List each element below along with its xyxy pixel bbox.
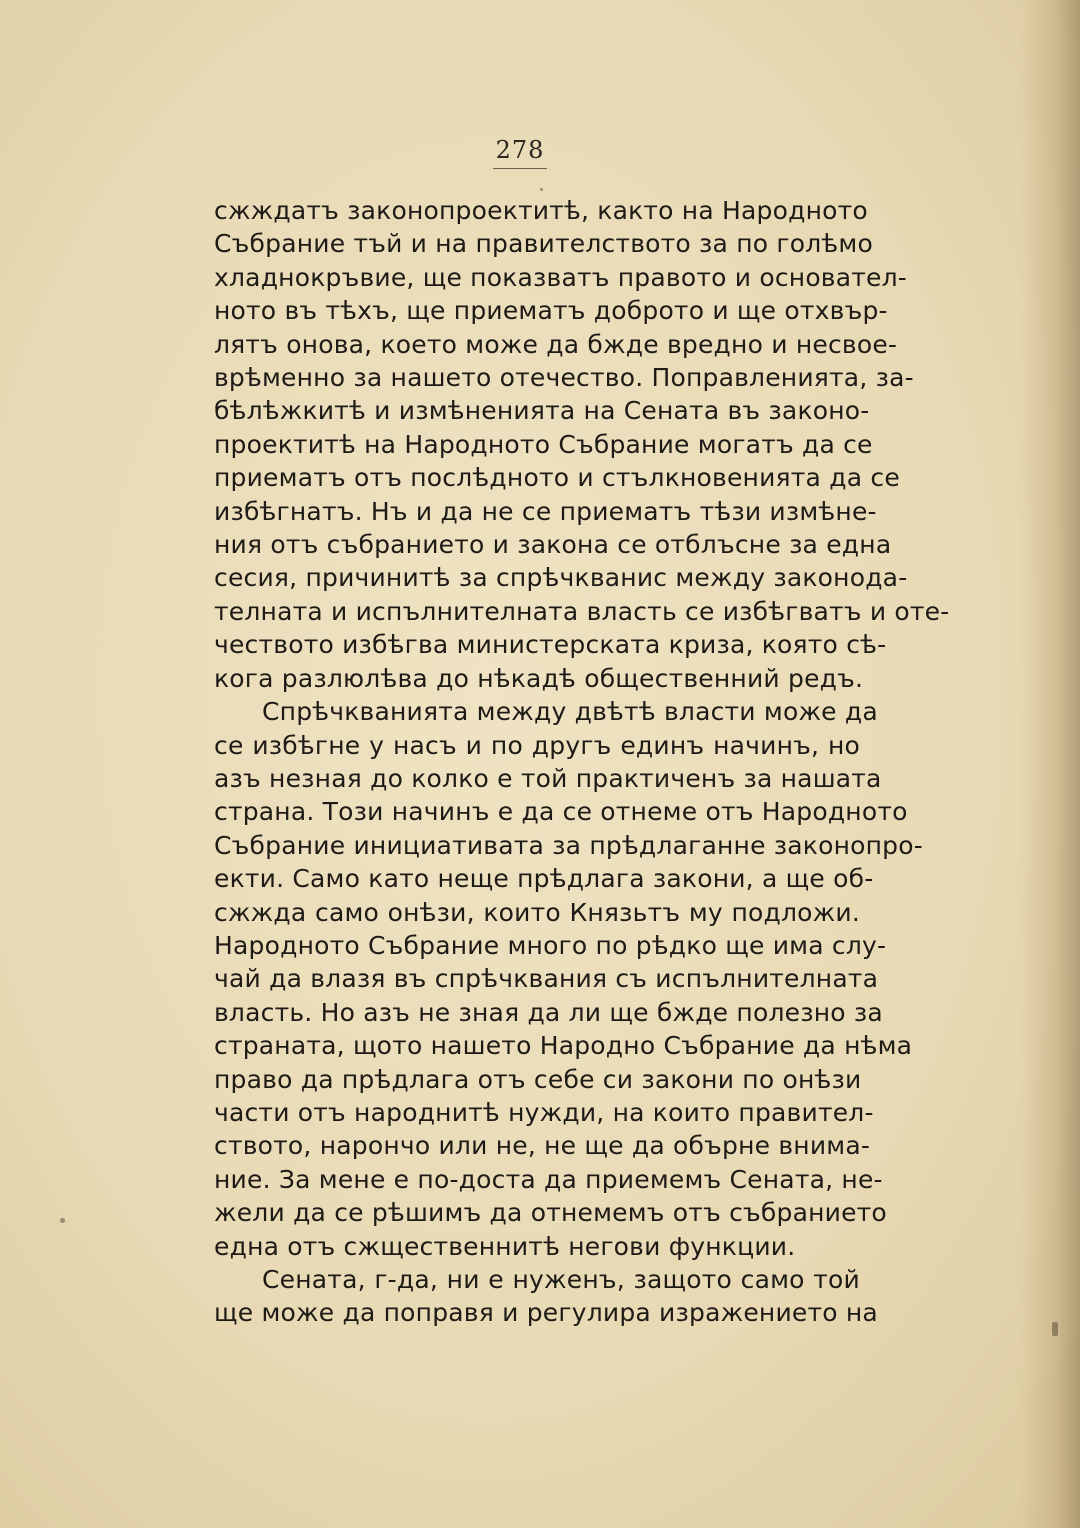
text-line: ното въ тѣхъ, ще приематъ доброто и ще отхвър- <box>214 296 888 326</box>
text-line: сжждатъ законопроектитѣ, както на Народното <box>214 196 868 225</box>
text-line: власть. Но азъ не зная да ли ще бжде полезно за <box>214 997 883 1027</box>
text-line: части отъ народнитѣ нужди, на които правител- <box>214 1097 874 1127</box>
text-line: ството, нарончо или не, не ще да обърне внима- <box>214 1131 871 1161</box>
text-line: хладнокръвие, ще показватъ правото и основател- <box>214 262 908 292</box>
text-line: врѣменно за нашето отечество. Поправленията, за- <box>214 363 914 393</box>
text-line: Народното Събрание много по рѣдко ще има слу- <box>214 930 887 960</box>
text-line: сжжда само онѣзи, които Князьтъ му подложи. <box>214 897 860 927</box>
text-line: право да прѣдлага отъ себе си закони по онѣзи <box>214 1064 862 1094</box>
spine-shadow <box>1020 0 1080 1528</box>
text-line: Спрѣчкванията между двѣтѣ власти може да <box>262 697 878 727</box>
text-line: азъ незная до колко е той практиченъ за нашата <box>214 763 882 793</box>
text-line: кога разлюлѣва до нѣкадѣ общественний редъ. <box>214 663 864 693</box>
text-line: Сената, г-да, ни е нуженъ, защото само той <box>262 1265 860 1294</box>
text-line: чай да влазя въ спрѣчквания съ испълнителната <box>214 964 879 994</box>
text-line: Събрание тъй и на правителството за по голѣмо <box>214 229 873 259</box>
body-text <box>214 194 950 1330</box>
paper-speck <box>1052 1322 1058 1336</box>
text-line: бѣлѣжкитѣ и измѣненията на Сената въ законо- <box>214 396 870 426</box>
text-line: жели да се рѣшимъ да отнемемъ отъ събранието <box>214 1198 887 1228</box>
text-line: лятъ онова, което може да бжде вредно и несвое- <box>214 329 898 359</box>
paper-speck <box>540 188 543 191</box>
text-line: ние. За мене е по-доста да приемемъ Сената, не- <box>214 1164 883 1194</box>
text-line: чеството избѣгва министерската криза, която сѣ- <box>214 630 887 660</box>
text-line: страна. Този начинъ е да се отнеме отъ Народното <box>214 797 908 827</box>
text-line: страната, щото нашето Народно Събрание да нѣма <box>214 1031 913 1061</box>
text-line: Събрание инициативата за прѣдлаганне законопро- <box>214 830 923 860</box>
text-line: екти. Само като неще прѣдлага закони, а ще об- <box>214 864 874 894</box>
paper-speck <box>60 1218 65 1223</box>
page-number: 278 <box>0 136 1040 164</box>
text-line: ще може да поправя и регулира изражението на <box>214 1298 878 1328</box>
text-line: ния отъ събранието и закона се отблъсне за една <box>214 530 892 560</box>
text-line: избѣгнатъ. Нъ и да не се приематъ тѣзи измѣне- <box>214 496 877 526</box>
text-line: една отъ сжщественнитѣ негови функции. <box>214 1231 796 1261</box>
text-line: сесия, причинитѣ за спрѣчкванис между законода- <box>214 563 908 593</box>
text-line: телната и испълнителната власть се избѣгватъ и оте- <box>214 596 950 626</box>
text-line: приематъ отъ послѣдното и стълкновенията да се <box>214 463 900 493</box>
text-line: проектитѣ на Народното Събрание могатъ да се <box>214 429 873 459</box>
text-line: се избѣгне у насъ и по другъ единъ начинъ, но <box>214 730 860 760</box>
